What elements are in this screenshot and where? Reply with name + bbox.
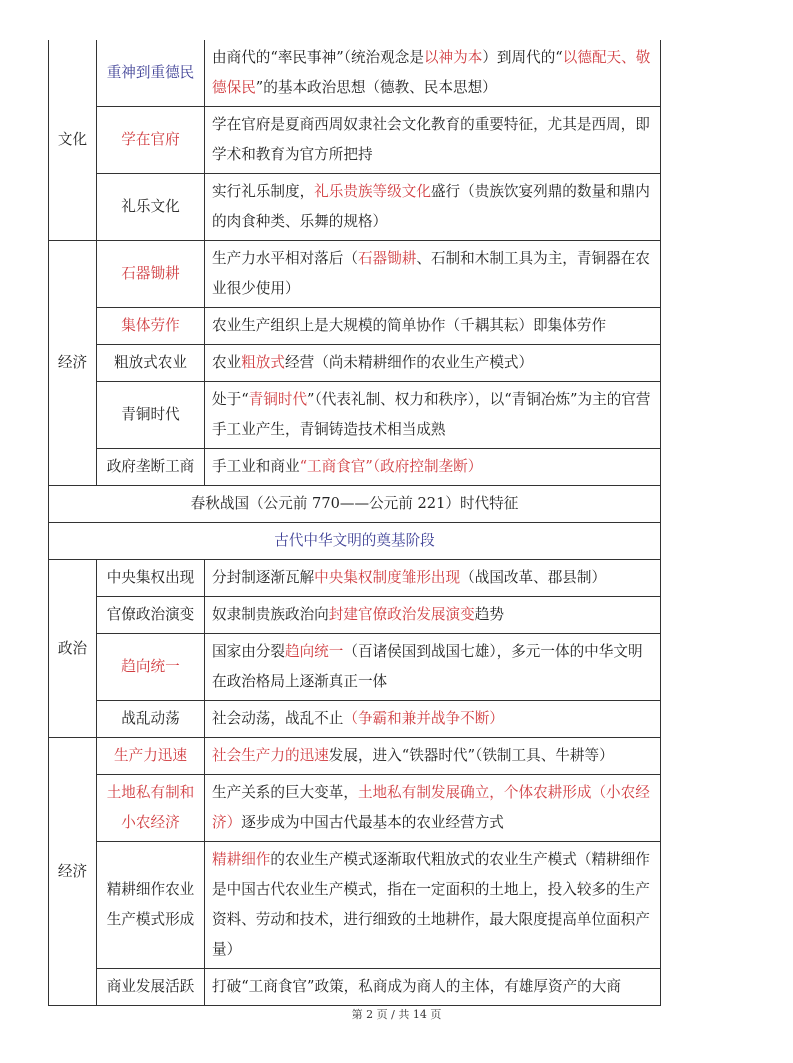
table-row bbox=[49, 174, 661, 241]
text-segment: 发展，进入“铁器时代”（铁制工具、牛耕等） bbox=[328, 747, 614, 764]
table-row bbox=[49, 701, 661, 738]
text-segment: （百诸侯国到战国七雄），多元一体的中华文明在政治格局上逐渐真正一体 bbox=[212, 643, 643, 690]
topic-content bbox=[205, 701, 661, 738]
highlight-text: 青铜时代 bbox=[248, 391, 308, 408]
highlight-text: “工商食官”（政府控制垄断） bbox=[299, 458, 483, 475]
highlight-text: 以神为本 bbox=[423, 49, 483, 66]
topic-label: 生产力迅速 bbox=[97, 738, 205, 775]
highlight-text: 中央集权制度雏形出现 bbox=[314, 569, 461, 586]
section-heading: 古代中华文明的奠基阶段 bbox=[49, 523, 661, 560]
table-row bbox=[49, 107, 661, 174]
highlight-text: （争霸和兼并战争不断） bbox=[343, 710, 504, 727]
table-row bbox=[49, 241, 661, 308]
highlight-text: 礼乐贵族等级文化 bbox=[314, 183, 431, 200]
topic-content bbox=[205, 107, 661, 174]
topic-label: 粗放式农业 bbox=[97, 345, 205, 382]
highlight-text: 趋向统一 bbox=[284, 643, 344, 660]
text-segment: 逐步成为中国古代最基本的农业经营方式 bbox=[241, 814, 504, 831]
topic-label: 学在官府 bbox=[97, 107, 205, 174]
table-row bbox=[49, 308, 661, 345]
topic-content bbox=[205, 449, 661, 486]
table-row bbox=[49, 842, 661, 969]
topic-label: 重神到重德民 bbox=[97, 40, 205, 107]
table-row bbox=[49, 449, 661, 486]
table-row bbox=[49, 560, 661, 597]
text-segment: 打破“工商食官”政策，私商成为商人的主体，有雄厚资产的大商 bbox=[212, 978, 621, 995]
text-segment: 农业 bbox=[212, 354, 242, 371]
text-segment: 手工业和商业 bbox=[212, 458, 300, 475]
text-segment: ）到周代的“ bbox=[482, 49, 563, 66]
text-segment: 由商代的“率民事神”（统治观念是 bbox=[212, 49, 424, 66]
text-segment: 生产力水平相对落后（ bbox=[212, 250, 358, 267]
category-cell: 政治 bbox=[49, 560, 97, 738]
highlight-text: 精耕细作 bbox=[212, 851, 271, 868]
topic-content bbox=[205, 842, 661, 969]
topic-label: 政府垄断工商 bbox=[97, 449, 205, 486]
topic-label: 中央集权出现 bbox=[97, 560, 205, 597]
table-row bbox=[49, 969, 661, 1006]
category-cell: 文化 bbox=[49, 40, 97, 241]
topic-content bbox=[205, 241, 661, 308]
history-table bbox=[48, 40, 661, 1006]
highlight-text: 社会生产力的迅速 bbox=[212, 747, 329, 764]
highlight-text: 粗放式 bbox=[241, 354, 285, 371]
table-row-heading bbox=[49, 486, 661, 523]
topic-content bbox=[205, 40, 661, 107]
topic-content bbox=[205, 345, 661, 382]
text-segment: 、石制和木制工具为主，青铜器在农业很少使用） bbox=[212, 250, 650, 297]
topic-label: 青铜时代 bbox=[97, 382, 205, 449]
highlight-text: 封建官僚政治发展演变 bbox=[328, 606, 475, 623]
highlight-text: 以德配天、敬德保民 bbox=[212, 49, 651, 96]
text-segment: 的农业生产模式逐渐取代粗放式的农业生产模式（精耕细作是中国古代农业生产模式，指在一定面积的土地上，投入较多的生产资料、劳动和技术，进行细致的土地耕作，最大限度提高单位面积产量） bbox=[212, 851, 650, 958]
topic-label: 官僚政治演变 bbox=[97, 597, 205, 634]
table-row bbox=[49, 40, 661, 107]
table-row bbox=[49, 345, 661, 382]
topic-content bbox=[205, 775, 661, 842]
text-segment: ”（代表礼制、权力和秩序），以“青铜冶炼”为主的官营手工业产生，青铜铸造技术相当成熟 bbox=[212, 391, 651, 438]
text-segment: 奴隶制贵族政治向 bbox=[212, 606, 329, 623]
topic-label: 战乱动荡 bbox=[97, 701, 205, 738]
category-cell: 经济 bbox=[49, 738, 97, 1006]
highlight-text: 石器锄耕 bbox=[357, 250, 417, 267]
text-segment: 实行礼乐制度， bbox=[212, 183, 315, 200]
page-number: 第 2 页 / 共 14 页 bbox=[351, 1008, 442, 1021]
topic-label: 土地私有制和小农经济 bbox=[97, 775, 205, 842]
text-segment: 分封制逐渐瓦解 bbox=[212, 569, 315, 586]
topic-label: 商业发展活跃 bbox=[97, 969, 205, 1006]
topic-content bbox=[205, 382, 661, 449]
topic-label: 集体劳作 bbox=[97, 308, 205, 345]
topic-content bbox=[205, 560, 661, 597]
topic-label: 精耕细作农业生产模式形成 bbox=[97, 842, 205, 969]
text-segment: 盛行（贵族饮宴列鼎的数量和鼎内的肉食种类、乐舞的规格） bbox=[212, 183, 650, 230]
text-segment: 处于“ bbox=[212, 391, 249, 408]
text-segment: 经营（尚未精耕细作的农业生产模式） bbox=[285, 354, 534, 371]
text-segment: ”的基本政治思想（德教、民本思想） bbox=[255, 79, 497, 96]
topic-label: 石器锄耕 bbox=[97, 241, 205, 308]
text-segment: 趋势 bbox=[474, 606, 504, 623]
topic-content bbox=[205, 597, 661, 634]
table-row bbox=[49, 382, 661, 449]
text-segment: 学在官府是夏商西周奴隶社会文化教育的重要特征，尤其是西周，即学术和教育为官方所把持 bbox=[212, 116, 650, 163]
highlight-text: 土地私有制发展确立，个体农耕形成（小农经济） bbox=[212, 784, 650, 831]
table-row bbox=[49, 775, 661, 842]
text-segment: 农业生产组织上是大规模的简单协作（千耦其耘）即集体劳作 bbox=[212, 317, 607, 334]
table-row-heading bbox=[49, 523, 661, 560]
table-row bbox=[49, 597, 661, 634]
text-segment: 生产关系的巨大变革， bbox=[212, 784, 358, 801]
table-row bbox=[49, 634, 661, 701]
topic-content bbox=[205, 738, 661, 775]
category-cell: 经济 bbox=[49, 241, 97, 486]
section-heading: 春秋战国（公元前 770——公元前 221）时代特征 bbox=[49, 486, 661, 523]
topic-label: 趋向统一 bbox=[97, 634, 205, 701]
topic-label: 礼乐文化 bbox=[97, 174, 205, 241]
topic-content bbox=[205, 634, 661, 701]
text-segment: 社会动荡，战乱不止 bbox=[212, 710, 344, 727]
topic-content bbox=[205, 969, 661, 1006]
text-segment: （战国改革、郡县制） bbox=[460, 569, 607, 586]
table-row bbox=[49, 738, 661, 775]
text-segment: 国家由分裂 bbox=[212, 643, 285, 660]
topic-content bbox=[205, 174, 661, 241]
topic-content bbox=[205, 308, 661, 345]
